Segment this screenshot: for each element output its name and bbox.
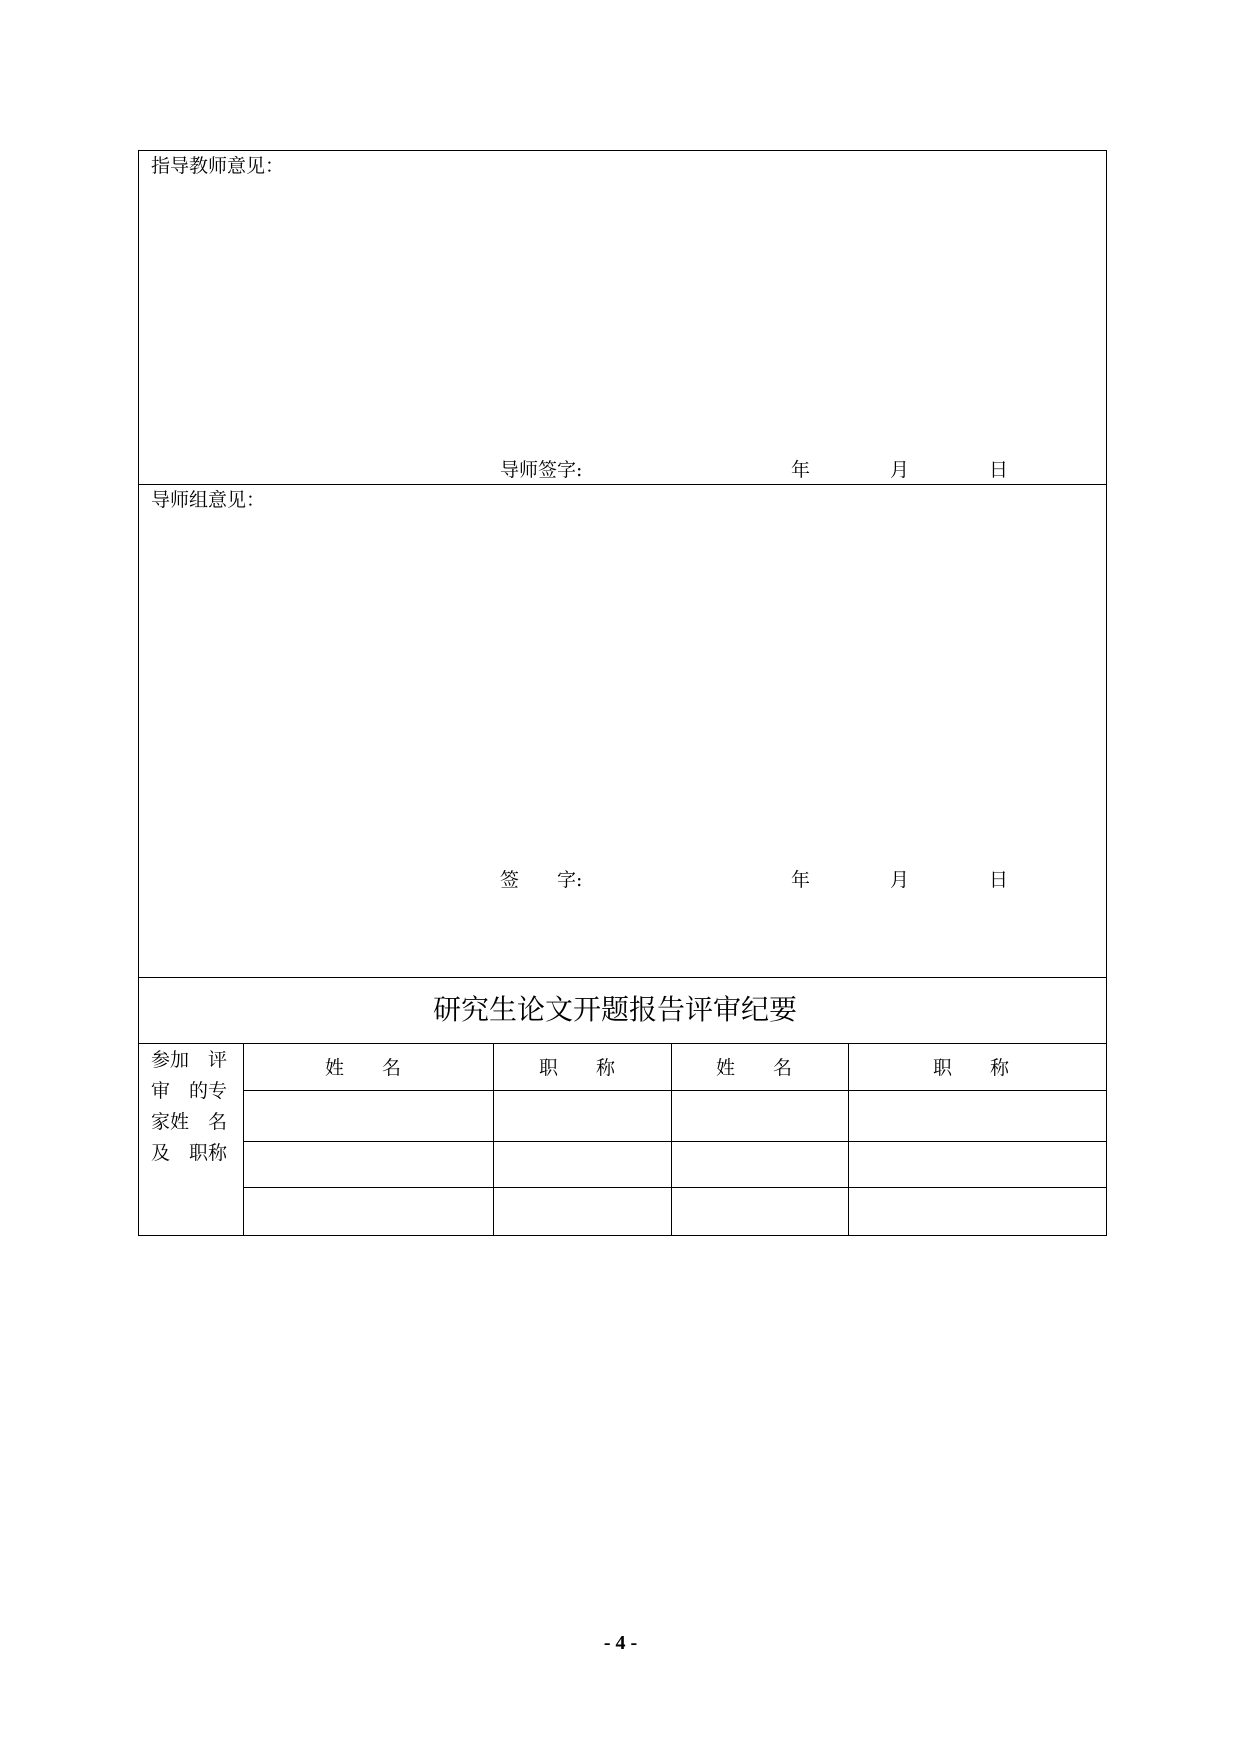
advisor-day-label: 日 — [989, 459, 1009, 481]
advisor-year-label: 年 — [791, 459, 811, 481]
advisor-sign-label: 导师签字: — [500, 459, 583, 481]
experts-header-line — [243, 1090, 1107, 1091]
advisor-opinion-label: 指导教师意见： — [151, 155, 285, 177]
page-number: - 4 - — [603, 1632, 638, 1654]
divider-advisor-group — [138, 484, 1107, 485]
experts-row-label-line-2: 审 的专 — [151, 1080, 228, 1102]
group-sign-label: 签 字: — [500, 869, 583, 891]
experts-row-label-line-1: 参加 评 — [151, 1049, 228, 1071]
divider-group-summary — [138, 977, 1107, 978]
divider-summary-experts — [138, 1043, 1107, 1044]
experts-row-label-line-3: 家姓 名 — [151, 1111, 228, 1133]
experts-row-line-2 — [243, 1187, 1107, 1188]
advisor-month-label: 月 — [890, 459, 910, 481]
group-year-label: 年 — [791, 869, 811, 891]
experts-header-title-1: 职 称 — [539, 1057, 616, 1079]
experts-header-name-2: 姓 名 — [716, 1057, 793, 1079]
experts-header-name-1: 姓 名 — [325, 1057, 402, 1079]
summary-title: 研究生论文开题报告评审纪要 — [433, 993, 798, 1026]
experts-col-line-2 — [493, 1043, 494, 1236]
experts-header-title-2: 职 称 — [933, 1057, 1010, 1079]
experts-row-line-1 — [243, 1141, 1107, 1142]
experts-row-label-line-4: 及 职称 — [151, 1142, 228, 1164]
experts-col-line-3 — [671, 1043, 672, 1236]
group-day-label: 日 — [989, 869, 1009, 891]
experts-col-line-1 — [243, 1043, 244, 1236]
group-month-label: 月 — [890, 869, 910, 891]
group-opinion-label: 导师组意见： — [151, 489, 266, 511]
experts-col-line-4 — [848, 1043, 849, 1236]
